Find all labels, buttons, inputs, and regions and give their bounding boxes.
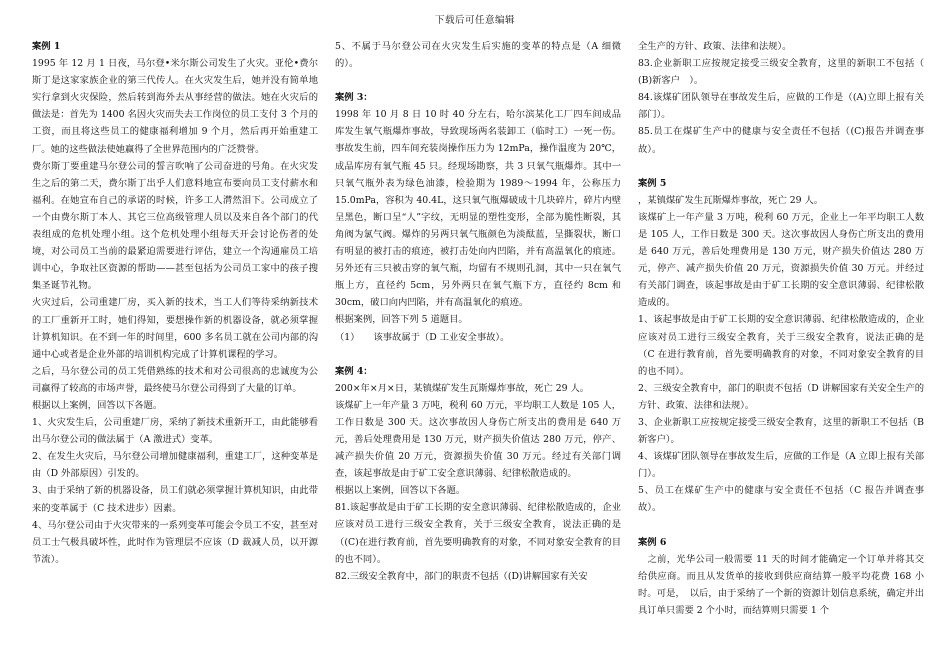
paragraph: 83.企业新职工应按规定接受三级安全教育，这里的新职工不包括（ (B)新客户 ）。 bbox=[638, 58, 943, 87]
paragraph: 根据案例，回答下列 5 道题目。 bbox=[335, 314, 468, 326]
blank-line bbox=[638, 517, 924, 534]
paragraph: 费尔斯丁要重建马尔登公司的誓言吹响了公司奋进的号角。在火灾发生之后的第二天，费尔斯丁出乎人们意料地宣布要向员工支付薪水和福利。在她宣布自己的承诺的时候，许多工人潸然泪下。公司成立了一个由费尔斯丁本人、其它三位高级管理人员以及来自各个部门的代表组成的危机处理小组。这个危机处理小组每天开会讨论伤者的处境，对公司员工当前的最紧迫需要进行评估，建立一个沟通雇员工培训中心，争取社区资源的帮助——甚至包括为公司员工家中的孩子搜集圣诞节礼物。 bbox=[32, 160, 318, 292]
paragraph: 1、该起事故是由于矿工长期的安全意识薄弱、纪律松散造成的，企业应该对员工进行三级安全教育，关于三级安全教育，说法正确的是（C 在进行教育前，首先要明确教育的对象，不同对象安全教育的目的也不同）。 bbox=[638, 314, 924, 377]
paragraph: 之前，光华公司一般需要 11 天的时间才能确定一个订单并将其交给供应商。而且从发货单的接收到供应商结算一般平均花费 168 小时。可是， 以后，由于采纳了一个新的资源计划信息系统，确定并出具订单只需要 2 个小时，而结算则只需要 1 个 bbox=[638, 553, 924, 616]
paragraph: 84.该煤矿团队领导在事故发生后，应做的工作是（(A)立即上报有关部门）。 bbox=[638, 92, 924, 121]
blank-line bbox=[335, 72, 621, 89]
paragraph: 该煤矿上一年产量 3 万吨，税利 60 万元，平均职工人数是 105 人，工作日数是 300 天。这次事故因人身伤亡所支出的费用是 640 万元，善后处理费用是 130 万元，财产损失价值达 280 万元，停产、减产损失价值 20 万元，资源损失价值 30 万元。经过有关部门调查，该起事故是由于矿工安全意识薄弱、纪律松散造成的。 bbox=[335, 399, 621, 480]
paragraph: 2、三级安全教育中，部门的职责不包括（D 讲解国家有关安全生产的方针、政策、法律和法规）。 bbox=[638, 382, 924, 411]
paragraph: 火灾过后，公司重建厂房，买入新的技术，当工人们等待采纳新技术的工厂重新开工时，她们得知，要想操作新的机器设备，就必须掌握计算机知识。在不到一年的时间里，600 多名员工就在公司内部的沟通中心或者是企业外部的培训机构完成了计算机课程的学习。 bbox=[32, 297, 318, 360]
paragraph: 2、在发生火灾后，马尔登公司增加健康福利，重建工厂，这种变革是由（D 外部原因）引发的。 bbox=[32, 451, 318, 480]
paragraph: ，某镇煤矿发生瓦斯爆炸事故，死亡 29 人。 bbox=[638, 194, 824, 206]
blank-line bbox=[638, 158, 924, 175]
paragraph: 根据以上案例，回答以下各题。 bbox=[335, 485, 466, 497]
paragraph: 5、不属于马尔登公司在火灾发生后实施的变革的特点是（A 细微的）。 bbox=[335, 41, 621, 70]
paragraph: 200×年×月×日，某镇煤矿发生瓦斯爆炸事故，死亡 29 人。 bbox=[335, 382, 590, 394]
case-heading: 案例 6 bbox=[638, 536, 667, 548]
paragraph: 该煤矿上一年产量 3 万吨，税利 60 万元，企业上一年平均职工人数是 105 人，工作日数是 300 天。这次事故因人身伤亡所支出的费用是 640 万元，善后处理费用是 130 万元，财产损失价值达 280 万元，停产、减产损失价值 20 万元，资源损失价值 30 万元。并经过有关部门调查，该起事故是由于矿工长期的安全意识薄弱、纪律松散造成的。 bbox=[638, 211, 924, 309]
paragraph: 1998 年 10 月 8 日 10 时 40 分左右，哈尔滨某化工厂四车间成品库发生氧气瓶爆炸事故，导致现场两名装卸工（临时工）一死一伤。事故发生前，四车间充装岗操作压力为 12mPa，操作温度为 20℃，成品库房有氧气瓶 45 只。经现场勘察，共 3 只氧气瓶爆炸。其中一只氧气瓶外表为绿色油漆，检验期为 1989～1994 年，公称压力 15.0mPa，容积为 40.4L，这只氧气瓶爆破成十几块碎片，碎片内壁呈黑色，断口呈“人”字纹，无明显的塑性变形，全部为脆性断裂，其角阀为氯气阀。爆炸的另两只氧气瓶颜色为淡酞蓝，呈撕裂状，断口有明显的被打击的痕迹，被打击处向内凹陷，并有高温氧化的痕迹。另外还有三只被击穿的氧气瓶，均留有不规则孔洞，其中一只在氧气瓶上方，直径约 5cm，另外两只在氧气瓶下方，直径约 8cm 和 30cm，破口向内凹陷，并有高温氧化的痕迹。 bbox=[335, 109, 621, 309]
case-heading: 案例 5 bbox=[638, 177, 667, 189]
column-right bbox=[638, 38, 943, 619]
paragraph: 根据以上案例，回答以下各题。 bbox=[32, 399, 163, 411]
paragraph: 82.三级安全教育中，部门的职责不包括（(D)讲解国家有关安 bbox=[335, 570, 588, 582]
column-middle bbox=[335, 38, 621, 585]
paragraph: 4、马尔登公司由于火灾带来的一系列变革可能会令员工不安，甚至对员工士气极具破坏性，此时作为管理层不应该（D 裁减人员，以开源节流）。 bbox=[32, 519, 318, 565]
column-left bbox=[32, 38, 318, 568]
page-header: 下载后可任意编辑 bbox=[434, 15, 515, 26]
blank-line bbox=[335, 346, 621, 363]
paragraph: 5、员工在煤矿生产中的健康与安全责任不包括（C 报告并调查事故）。 bbox=[638, 485, 924, 514]
paragraph: 1995 年 12 月 1 日夜，马尔登•米尔斯公司发生了火灾。亚伦•费尔斯丁是这家家族企业的第三代传人。在火灾发生后，她并没有简单地实行拿到火灾保险，然后转到海外去从事经营的做法。她在火灾后的做法是：首先为 1400 名因火灾而失去工作岗位的员工支付 3 个月的工资，而且将这些员工的健康福利增加 9 个月，然后再开始重建工厂。她的这些做法使她赢得了全世界范围内的广泛赞誉。 bbox=[32, 58, 318, 155]
paragraph: 全生产的方针、政策、法律和法规）。 bbox=[638, 41, 792, 52]
paragraph: 3、企业新职工应按规定接受三级安全教育，这里的新职工不包括（B 新客户）。 bbox=[638, 416, 924, 446]
paragraph: 85.员工在煤矿生产中的健康与安全责任不包括（(C)报告并调查事故）。 bbox=[638, 126, 924, 155]
paragraph: 3、由于采纳了新的机器设备，员工们就必须掌握计算机知识，由此带来的变革属于（C 技术进步）因素。 bbox=[32, 485, 318, 514]
case-heading: 案例 4： bbox=[335, 365, 373, 377]
case-heading: 案例 3： bbox=[335, 92, 373, 104]
case-heading: 案例 1 bbox=[32, 41, 61, 52]
paragraph: 4、该煤矿团队领导在事故发生后，应做的工作是（A 立即上报有关部门）。 bbox=[638, 451, 924, 480]
paragraph: 81.该起事故是由于矿工长期的安全意识薄弱、纪律松散造成的，企业应该对员工进行三级安全教育，关于三级安全教育，说法正确的是（(C)在进行教育前，首先要明确教育的对象，不同对象安全教育的目的也不同）。 bbox=[335, 502, 621, 565]
paragraph: 1、火灾发生后，公司重建厂房，采纳了新技术重新开工，由此能够看出马尔登公司的做法属于（A 激进式）变革。 bbox=[32, 417, 318, 446]
paragraph: （1） 该事故属于（D 工业安全事故）。 bbox=[335, 331, 510, 343]
paragraph: 之后，马尔登公司的员工凭借熟练的技术和对公司很高的忠诚度为公司赢得了较高的市场声誉，最终使马尔登公司得到了大量的订单。 bbox=[32, 365, 318, 394]
